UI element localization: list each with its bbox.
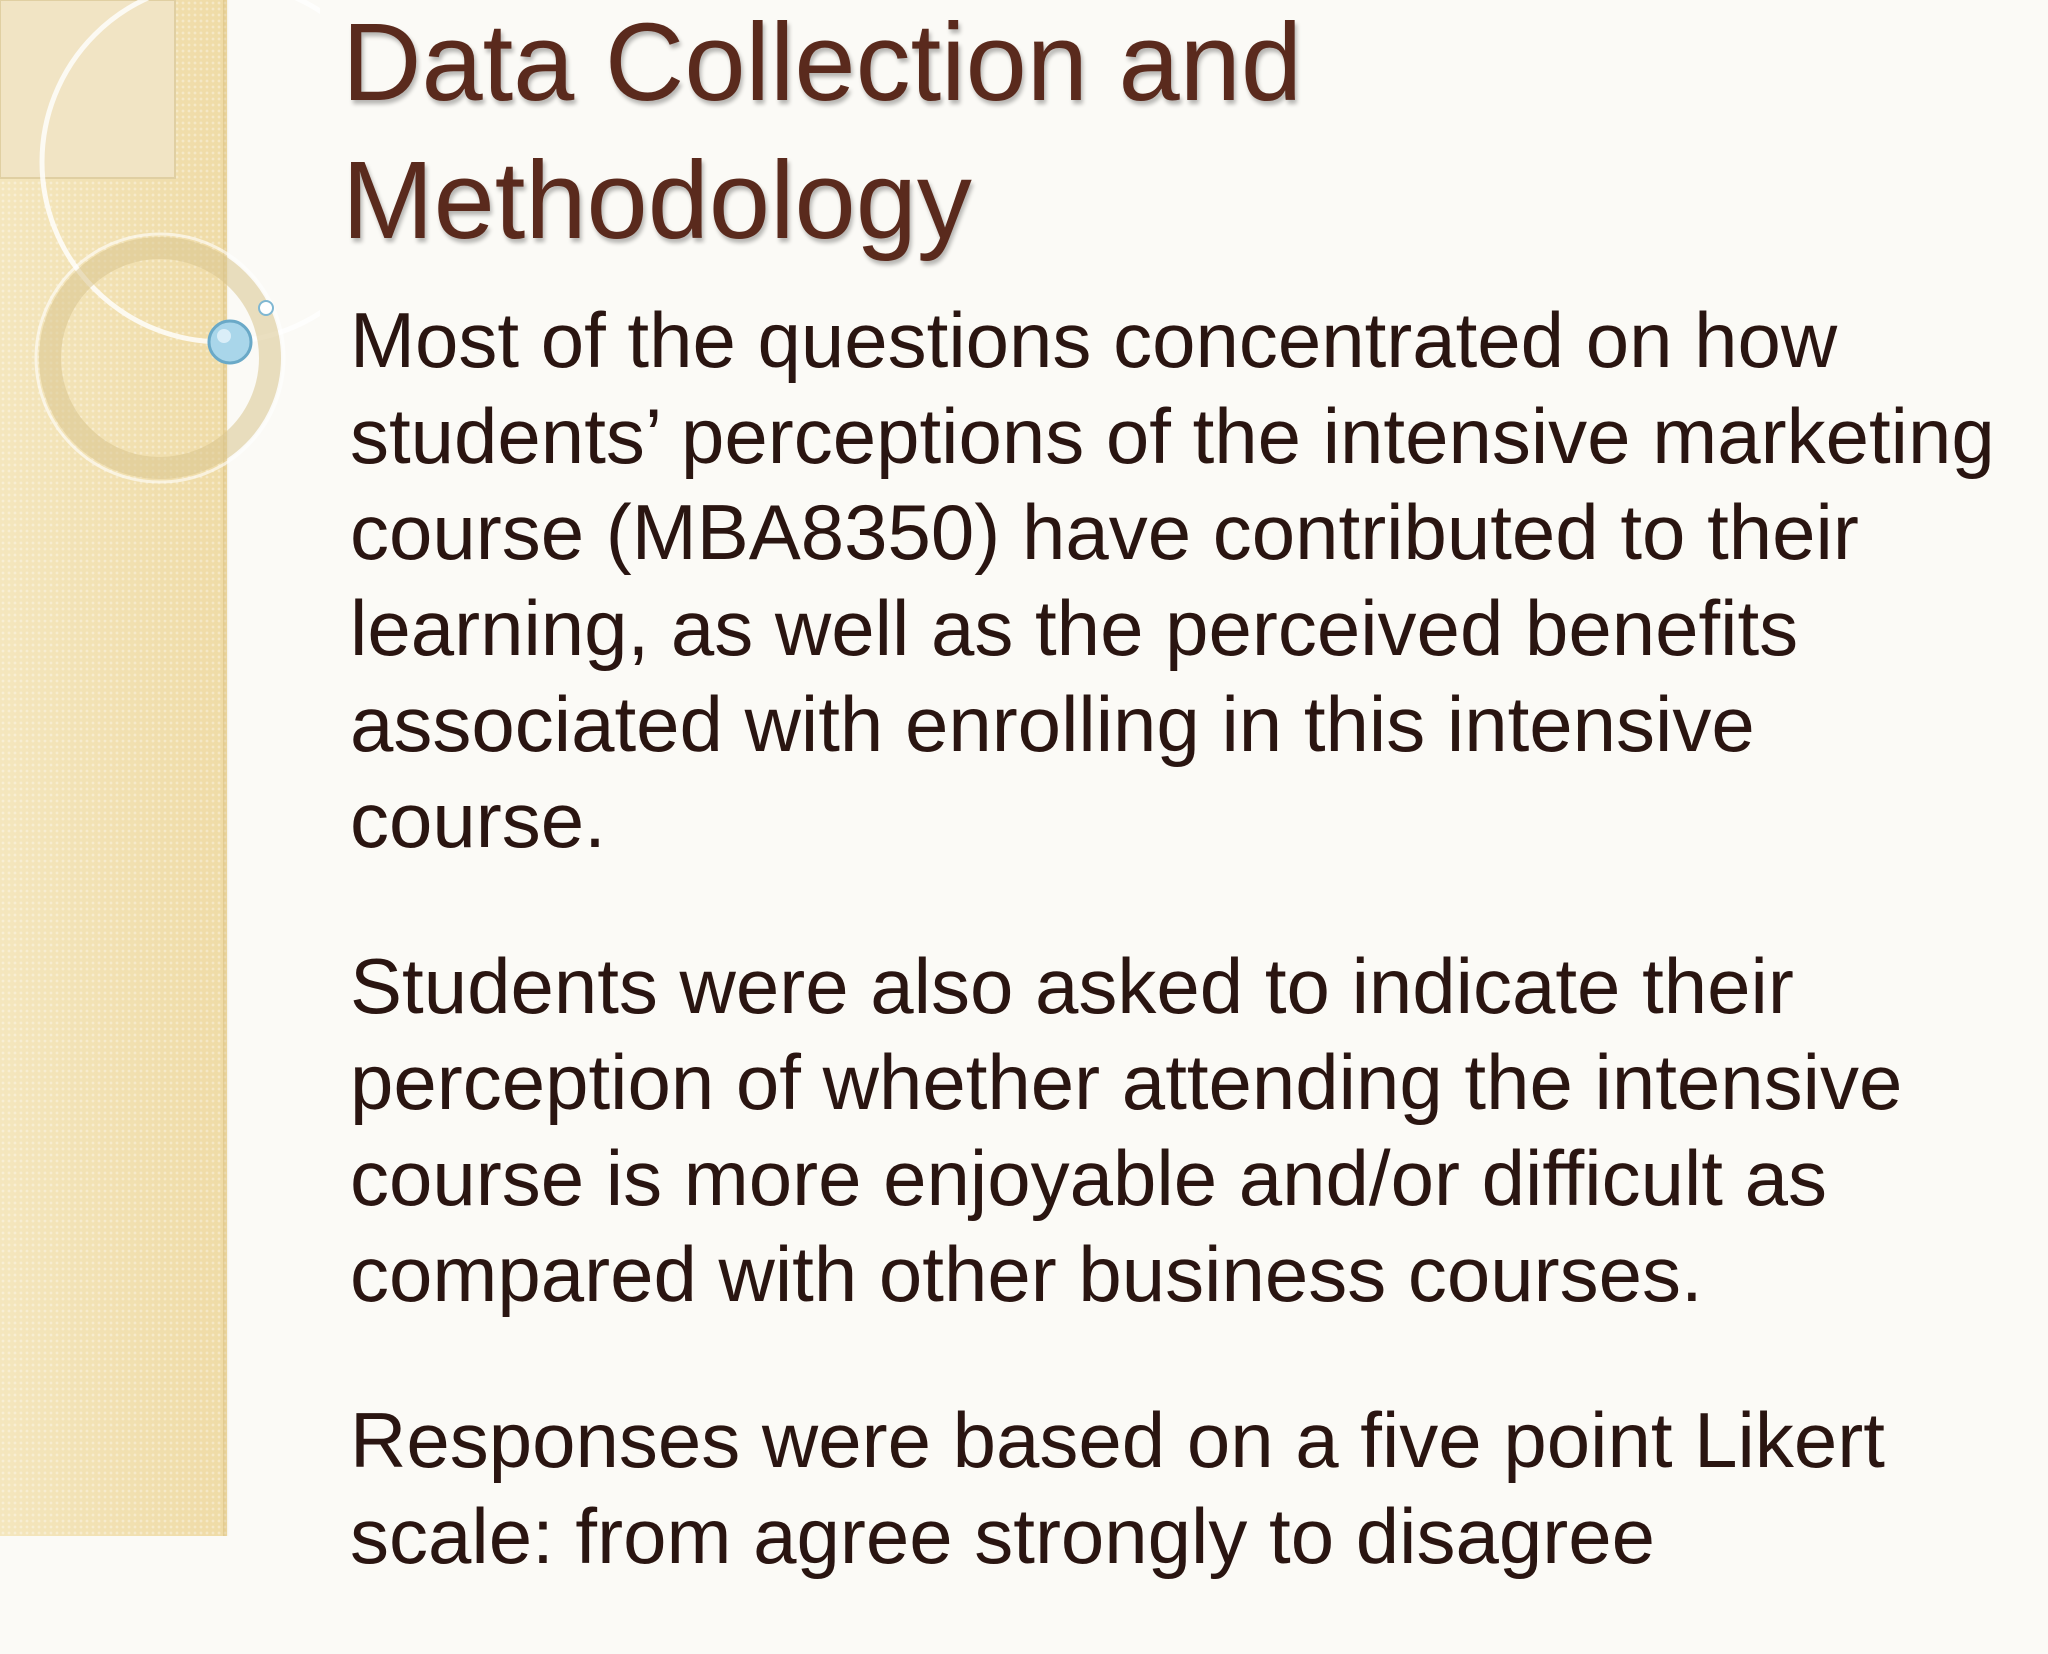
- bubble-highlight: [217, 329, 231, 343]
- body-paragraph: Most of the questions concentrated on how students’ perceptions of the intensive marketing course (MBA8350) have contributed to their learning, as well as the perceived benefits associated with enrolling in this intensive course.: [350, 296, 1995, 864]
- decorative-rings-graphic: [0, 0, 320, 560]
- body-paragraph: Responses were based on a five point Likert scale: from agree strongly to disagree: [350, 1396, 1885, 1580]
- slide-body: [350, 292, 2030, 1654]
- decorative-square: [0, 0, 175, 178]
- slide-title: Data Collection and Methodology: [342, 1, 1303, 262]
- small-bubble-icon: [259, 301, 273, 315]
- decorative-thin-ring: [36, 234, 284, 482]
- body-paragraph: Students were also asked to indicate their perception of whether attending the intensive course is more enjoyable and/or difficult as compared with other business courses.: [350, 942, 1903, 1318]
- bubble-icon: [209, 321, 251, 363]
